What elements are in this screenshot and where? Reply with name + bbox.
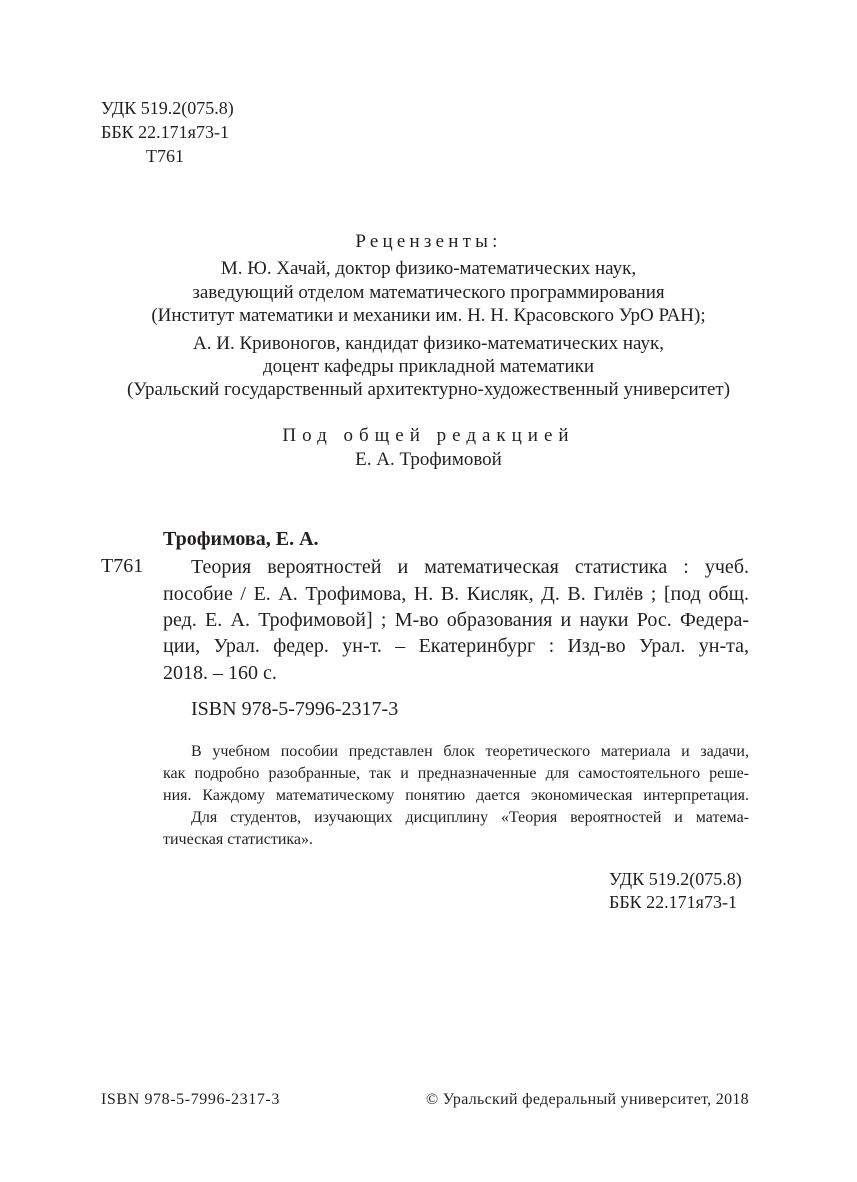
reviewer-2-line-2: доцент кафедры прикладной математики <box>262 356 595 377</box>
entry-isbn: ISBN 978-5-7996-2317-3 <box>191 698 399 720</box>
reviewer-1-line-2: заведующий отделом математического программирования <box>192 282 665 303</box>
entry-line-1: Теория вероятностей и математическая статистика : учеб. <box>191 556 749 578</box>
entry-line-2: пособие / Е. А. Трофимова, Н. В. Кисляк, Д. В. Гилёв ; [под общ. <box>163 583 749 605</box>
annotation-line-3: ния. Каждому математическому понятию дается экономическая интерпретация. <box>163 787 749 804</box>
reviewer-1-line-1: М. Ю. Хачай, доктор физико-математических наук, <box>220 258 637 279</box>
reviewer-2-line-3: (Уральский государственный архитектурно-художественный университет) <box>126 379 731 400</box>
annotation-line-4: Для студентов, изучающих дисциплину «Теория вероятностей и матема- <box>191 809 749 826</box>
editorship-heading: Под общей редакцией <box>282 425 575 446</box>
reviewer-1-line-3: (Институт математики и механики им. Н. Н. Красовского УрО РАН); <box>151 305 706 326</box>
reviewers-heading: Рецензенты: <box>355 231 502 252</box>
udk-code-bottom: УДК 519.2(075.8) <box>609 869 742 889</box>
bbk-code-bottom: ББК 22.171я73-1 <box>609 892 737 912</box>
author-mark: Т761 <box>146 146 184 166</box>
footer-isbn: ISBN 978-5-7996-2317-3 <box>101 1091 280 1108</box>
annotation-line-5: тическая статистика». <box>163 831 314 848</box>
reviewer-2-line-1: А. И. Кривоногов, кандидат физико-математических наук, <box>193 333 664 354</box>
entry-line-5: 2018. – 160 с. <box>163 662 277 684</box>
udk-code: УДК 519.2(075.8) <box>101 98 234 118</box>
footer-copyright: © Уральский федеральный университет, 2018 <box>425 1091 749 1108</box>
entry-line-4: ции, Урал. федер. ун-т. – Екатеринбург : Изд-во Урал. ун-та, <box>163 635 749 657</box>
bbk-code: ББК 22.171я73-1 <box>101 122 229 142</box>
author-heading: Трофимова, Е. А. <box>163 528 319 550</box>
entry-line-3: ред. Е. А. Трофимовой] ; М-во образования и науки Рос. Федера- <box>163 609 749 631</box>
annotation-line-1: В учебном пособии представлен блок теоретического материала и задачи, <box>191 743 749 760</box>
editor-name: Е. А. Трофимовой <box>355 449 502 470</box>
entry-mark: Т761 <box>101 555 144 577</box>
annotation-line-2: как подробно разобранные, так и предназначенные для самостоятельного реше- <box>163 765 749 782</box>
